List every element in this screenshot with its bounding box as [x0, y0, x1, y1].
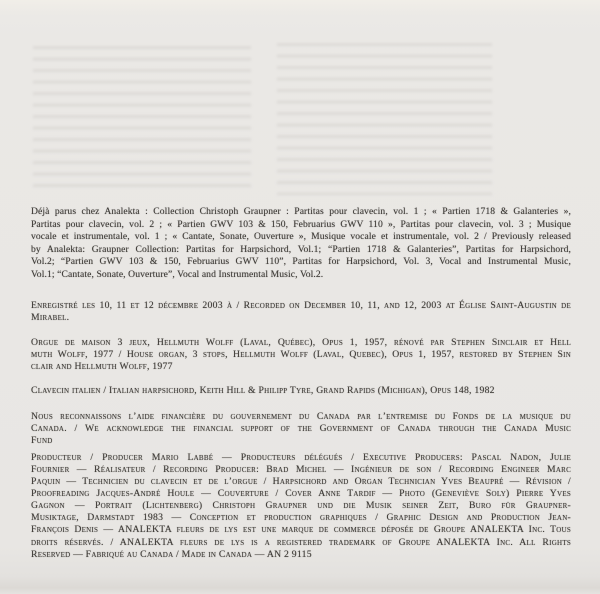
text-line: muth Wolff, 1977 / House organ, 3 stops, Hellmuth Wolff (Laval, Quebec), Opus 1, 1957, restored by Stephen Sin [31, 349, 571, 361]
text-line: Fournier — Réalisateur / Recording Producer: Brad Michel — Ingénieur de son / Recording Engineer Marc [31, 463, 571, 475]
text-line: Nous reconnaissons l’aide financière du gouvernement du Canada par l’entremise du Fonds de la musique du [31, 410, 571, 422]
paragraph-recording-dates [31, 300, 571, 324]
liner-notes [31, 206, 571, 561]
page-showthrough-right-column [277, 35, 492, 195]
text-line: Mirabel. [31, 312, 70, 324]
text-line: Canada. / We acknowledge the financial support of the Government of Canada through the Canada Music [31, 422, 571, 434]
text-line: Vol.1; “Cantate, Sonate, Ouverture”, Vocal and Instrumental Music, Vol.2. [31, 268, 324, 280]
text-line: Paquin — Technicien du clavecin et de l’orgue / Harpsichord and Organ Technician Yves Beaupré — Révision / [31, 476, 571, 488]
text-line: Partitas pour clavecin, vol. 2 ; « Partien GWV 103 & 150, Februarius GWV 110 », Partitas pour clavecin, vol. 3 ; Musique [31, 218, 571, 230]
text-line: Enregistré les 10, 11 et 12 décembre 2003 à / Recorded on December 10, 11, and 12, 2003 at Église Saint-Augustin de [31, 300, 571, 311]
text-line: Déjà parus chez Analekta : Collection Christoph Graupner : Partitas pour clavecin, vol. 1 ; « Partien 1718 & Galanteries », [31, 206, 571, 217]
paragraph-credits [31, 452, 571, 561]
paragraph-funding-acknowledgement [31, 411, 571, 447]
paragraph-harpsichord-info [31, 385, 571, 397]
text-line: vocale et instrumentale, vol. 1 ; « Cantate, Sonate, Ouverture », Musique vocale et instrumentale, vol. 2 / Previously released [31, 231, 571, 242]
page-showthrough-left-column [33, 38, 251, 194]
paragraph-organ-info [31, 337, 571, 373]
text-line: Producteur / Producer Mario Labbé — Producteurs délégués / Executive Producers: Pascal Nadon, Julie [31, 451, 571, 463]
text-line: Reserved — Fabriqué au Canada / Made in Canada — AN 2 9115 [31, 548, 312, 560]
text-line: clair and Hellmuth Wolff, 1977 [31, 361, 173, 373]
paragraph-previously-released [31, 206, 571, 281]
text-line: Orgue de maison 3 jeux, Hellmuth Wolff (Laval, Québec), Opus 1, 1957, rénové par Stephen Sinclair et Hell [31, 337, 571, 349]
text-line: Vol.2; “Partien GWV 103 & 150, Februarius GWV 110”, Partitas for Harpsichord, Vol. 3, Vocal and Instrumental Music, [31, 256, 571, 267]
text-line: Gagnon — Portrait (Lichtenberg) Christoph Graupner und die Musik seiner Zeit, Buro für Graupner- [31, 500, 571, 512]
text-line: Proofreading Jacques-André Houle — Couverture / Cover Anne Tardif — Photo (Geneviève Soly) Pierre Yves [31, 488, 571, 500]
text-line: Musiktage, Darmstadt 1983 — Conception et production graphiques / Graphic Design and Production Jean- [31, 512, 571, 524]
text-line: Clavecin italien / Italian harpsichord, Keith Hill & Philipp Tyre, Grand Rapids (Michigan), Opus 148, 1982 [31, 385, 495, 397]
text-line: droits réservés. / ANALEKTA fleurs de lys is a registered trademark of Groupe ANALEKTA Inc. All Rights [31, 536, 571, 548]
text-line: by Analekta: Graupner Collection: Partitas for Harpsichord, Vol.1; “Partien 1718 & Galanteries”, Partitas for Harpsichord, [31, 243, 571, 255]
text-line: Fund [31, 434, 53, 446]
text-line: François Denis — ANALEKTA fleurs de lys est une marque de commerce déposée de Groupe ANALEKTA Inc. Tous [31, 524, 571, 536]
